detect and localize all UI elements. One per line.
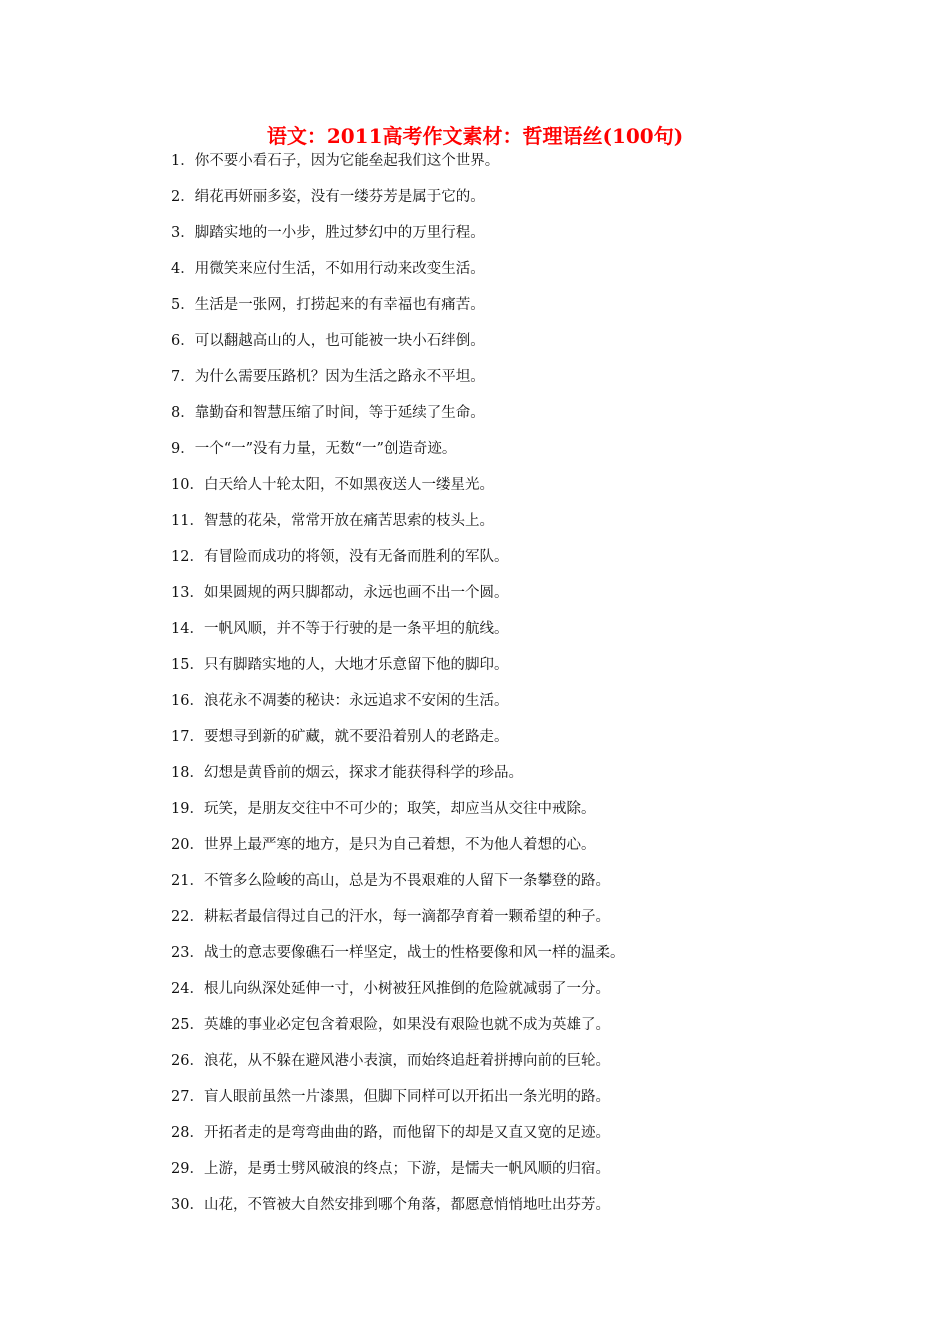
quote-item: 22．耕耘者最信得过自己的汗水，每一滴都孕育着一颗希望的种子。 bbox=[171, 909, 610, 925]
quote-item: 10．白天给人十轮太阳，不如黑夜送人一缕星光。 bbox=[171, 477, 494, 493]
quote-item: 17．要想寻到新的矿藏，就不要沿着别人的老路走。 bbox=[171, 729, 509, 745]
quote-item: 6．可以翻越高山的人，也可能被一块小石绊倒。 bbox=[171, 333, 485, 349]
quote-item: 18．幻想是黄昏前的烟云，探求才能获得科学的珍品。 bbox=[171, 765, 523, 781]
quote-item: 21．不管多么险峻的高山，总是为不畏艰难的人留下一条攀登的路。 bbox=[171, 873, 610, 889]
quote-item: 13．如果圆规的两只脚都动，永远也画不出一个圆。 bbox=[171, 585, 509, 601]
quote-item: 5．生活是一张网，打捞起来的有幸福也有痛苦。 bbox=[171, 297, 485, 313]
quote-item: 8．靠勤奋和智慧压缩了时间，等于延续了生命。 bbox=[171, 405, 485, 421]
quote-item: 9．一个“一”没有力量，无数“一”创造奇迹。 bbox=[171, 441, 457, 457]
quote-item: 14．一帆风顺，并不等于行驶的是一条平坦的航线。 bbox=[171, 621, 509, 637]
quote-item: 29．上游，是勇士劈风破浪的终点；下游，是懦夫一帆风顺的归宿。 bbox=[171, 1161, 610, 1177]
quote-item: 12．有冒险而成功的将领，没有无备而胜利的军队。 bbox=[171, 549, 509, 565]
quote-item: 20．世界上最严寒的地方，是只为自己着想，不为他人着想的心。 bbox=[171, 837, 596, 853]
quote-item: 7．为什么需要压路机？因为生活之路永不平坦。 bbox=[171, 369, 485, 385]
quote-item: 26．浪花，从不躲在避风港小表演，而始终追赶着拼搏向前的巨轮。 bbox=[171, 1053, 610, 1069]
quote-item: 3．脚踏实地的一小步，胜过梦幻中的万里行程。 bbox=[171, 225, 485, 241]
quote-list bbox=[171, 148, 911, 1228]
quote-item: 25．英雄的事业必定包含着艰险，如果没有艰险也就不成为英雄了。 bbox=[171, 1017, 610, 1033]
quote-item: 15．只有脚踏实地的人，大地才乐意留下他的脚印。 bbox=[171, 657, 509, 673]
quote-item: 2．绢花再妍丽多姿，没有一缕芬芳是属于它的。 bbox=[171, 189, 485, 205]
quote-item: 11．智慧的花朵，常常开放在痛苦思索的枝头上。 bbox=[171, 513, 494, 529]
quote-item: 4．用微笑来应付生活，不如用行动来改变生活。 bbox=[171, 261, 485, 277]
quote-item: 28．开拓者走的是弯弯曲曲的路，而他留下的却是又直又宽的足迹。 bbox=[171, 1125, 610, 1141]
quote-item: 27．盲人眼前虽然一片漆黑，但脚下同样可以开拓出一条光明的路。 bbox=[171, 1089, 610, 1105]
quote-item: 23．战士的意志要像礁石一样坚定，战士的性格要像和风一样的温柔。 bbox=[171, 945, 625, 961]
quote-item: 24．根儿向纵深处延伸一寸，小树被狂风推倒的危险就减弱了一分。 bbox=[171, 981, 610, 997]
document-title: 语文：2011高考作文素材：哲理语丝(100句) bbox=[266, 124, 684, 148]
quote-item: 19．玩笑，是朋友交往中不可少的；取笑，却应当从交往中戒除。 bbox=[171, 801, 596, 817]
quote-item: 1．你不要小看石子，因为它能垒起我们这个世界。 bbox=[171, 153, 500, 169]
quote-item: 30．山花，不管被大自然安排到哪个角落，都愿意悄悄地吐出芬芳。 bbox=[171, 1197, 610, 1213]
quote-item: 16．浪花永不凋萎的秘诀：永远追求不安闲的生活。 bbox=[171, 693, 509, 709]
